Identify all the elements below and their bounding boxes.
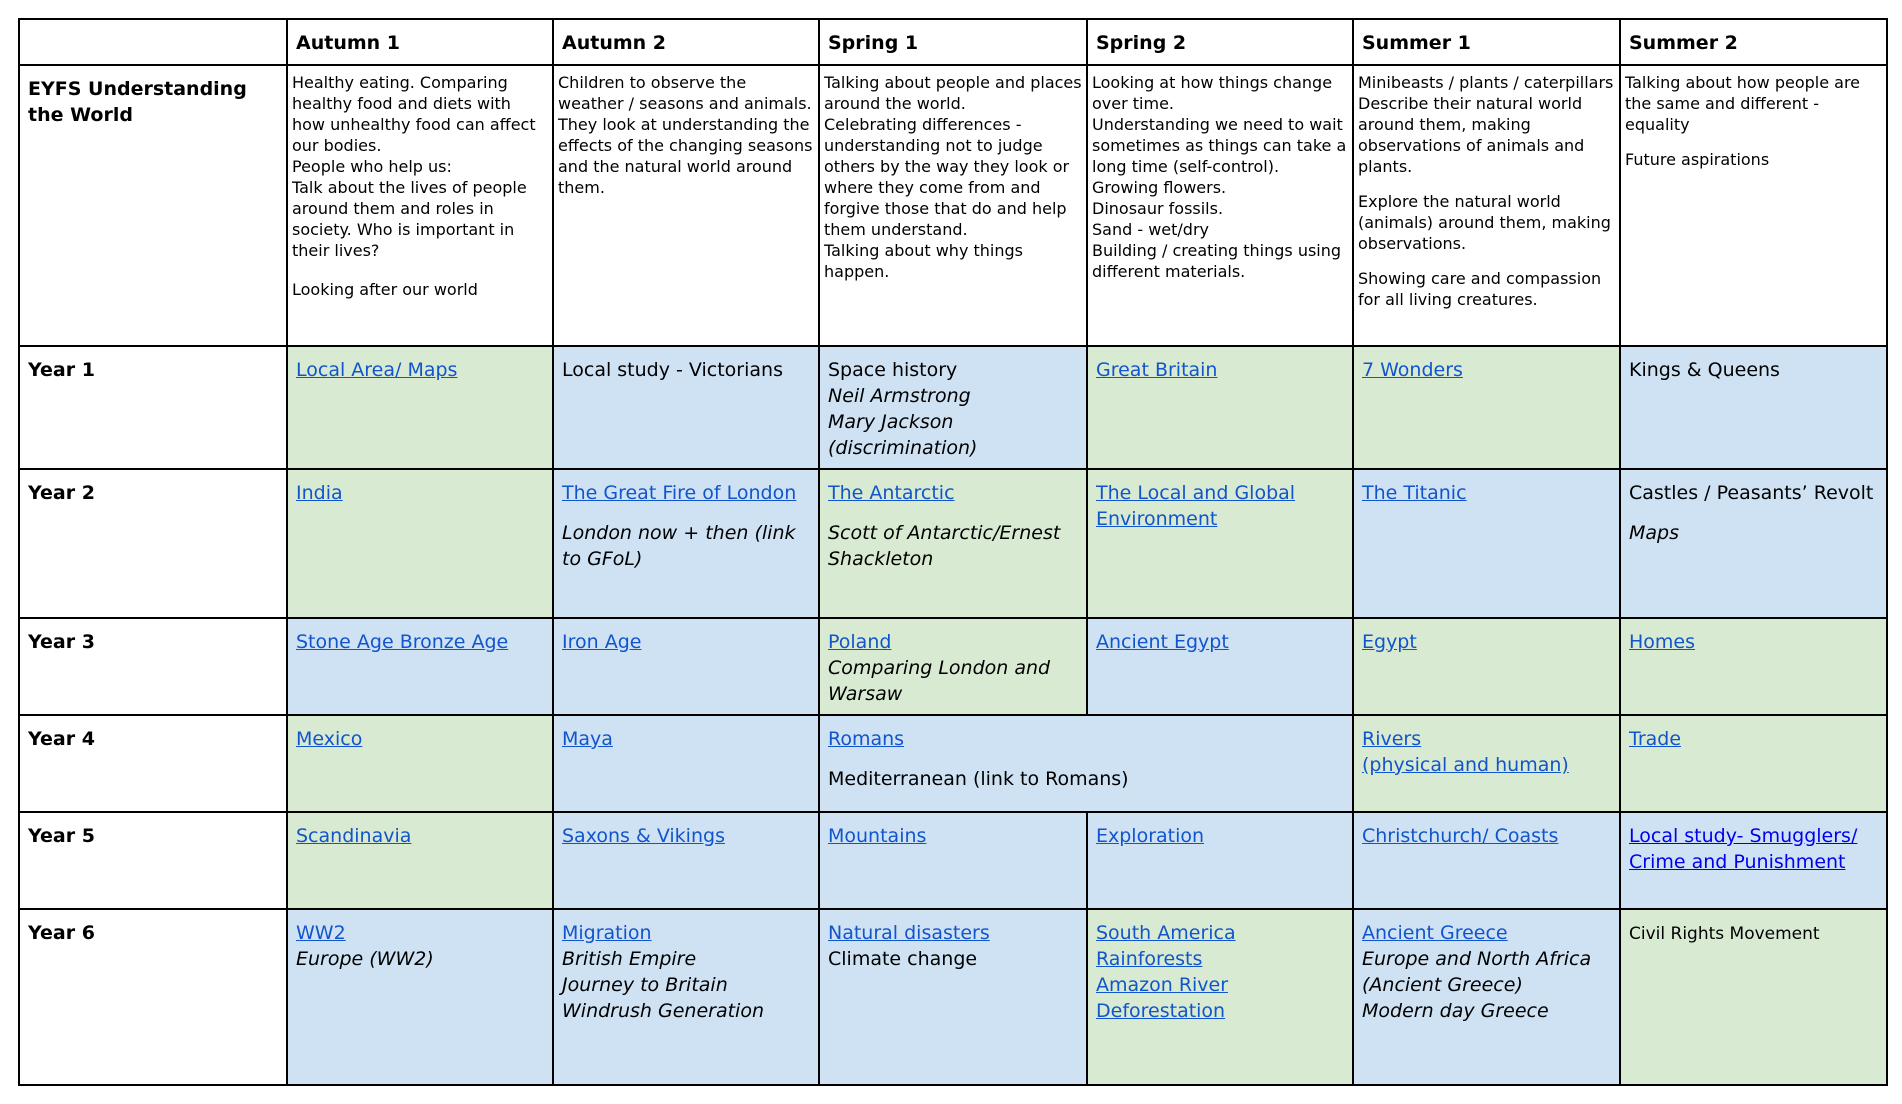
year5-row [19,812,1887,909]
topic-note: (discrimination) [828,437,978,459]
topic-link[interactable]: Exploration [1096,825,1205,847]
topic-link[interactable]: WW2 [296,922,346,944]
topic-link[interactable]: The Antarctic [828,482,955,504]
topic-note: Maps [1629,522,1679,544]
row-label-year3: Year 3 [19,618,287,715]
eyfs-row [19,65,1887,346]
year6-spring2-cell [1087,909,1353,1085]
year4-autumn2-cell [553,715,819,812]
topic-note: Scott of Antarctic/Ernest Shackleton [828,522,1061,570]
header-empty [19,19,287,65]
eyfs-summer2-text: Talking about how people are the same and different - equality [1625,73,1861,134]
eyfs-summer1-text: Describe their natural world around them, making observations of animals and plants. [1358,94,1585,176]
eyfs-spring2-text: Looking at how things change over time. [1092,73,1333,113]
spacer [828,506,1078,520]
eyfs-spring2-cell [1087,65,1353,346]
header-spring2: Spring 2 [1087,19,1353,65]
year6-summer1-cell [1353,909,1620,1085]
topic-link[interactable]: Mountains [828,825,927,847]
year4-autumn1-cell [287,715,553,812]
year3-autumn1-cell [287,618,553,715]
topic-link[interactable]: 7 Wonders [1362,359,1463,381]
year1-summer1-cell [1353,346,1620,469]
topic-note: Europe (WW2) [296,948,434,970]
topic-link[interactable]: Ancient Greece [1362,922,1508,944]
year2-spring2-cell [1087,469,1353,618]
topic-link[interactable]: Local Area/ Maps [296,359,458,381]
eyfs-summer1-text: Showing care and compassion for all living creatures. [1358,269,1602,309]
spacer [292,261,548,279]
year2-autumn2-cell [553,469,819,618]
topic-note: Europe and North Africa [1362,948,1592,970]
year3-spring2-cell [1087,618,1353,715]
year1-summer2-cell [1620,346,1887,469]
year6-row [19,909,1887,1085]
year3-spring1-cell [819,618,1087,715]
eyfs-spring1-text: Celebrating differences - understanding not to judge others by the way they look or where they come from and forgive those that do and help them understand. [824,115,1070,239]
eyfs-summer1-text: Explore the natural world (animals) around them, making observations. [1358,192,1611,253]
topic-link[interactable]: Poland [828,631,892,653]
eyfs-summer2-cell [1620,65,1887,346]
header-autumn2: Autumn 2 [553,19,819,65]
topic-link[interactable]: Amazon River [1096,974,1229,996]
topic-note: Comparing London and Warsaw [828,657,1051,705]
topic-note: (Ancient Greece) [1362,974,1523,996]
eyfs-spring1-text: Talking about people and places around the world. [824,73,1082,113]
topic-note: Neil Armstrong [828,385,971,407]
header-autumn1: Autumn 1 [287,19,553,65]
topic-link[interactable]: Natural disasters [828,922,990,944]
year3-summer2-cell [1620,618,1887,715]
row-label-year4: Year 4 [19,715,287,812]
spacer [562,506,810,520]
header-summer2: Summer 2 [1620,19,1887,65]
topic-link[interactable]: Crime and Punishment [1629,851,1846,873]
year2-summer1-cell [1353,469,1620,618]
row-label-year1: Year 1 [19,346,287,469]
spacer [1358,254,1615,268]
row-label-year6: Year 6 [19,909,287,1085]
topic-link[interactable]: Migration [562,922,652,944]
topic-link[interactable]: South America [1096,922,1236,944]
topic-link[interactable]: The Local and Global Environment [1096,482,1296,530]
eyfs-autumn1-text: Looking after our world [292,280,478,299]
year6-spring1-cell [819,909,1087,1085]
topic-text: Castles / Peasants’ Revolt [1629,482,1874,504]
eyfs-autumn2-text: Children to observe the weather / seasons and animals. They look at understanding the effects of the changing seasons and the natural world around them. [558,73,813,197]
eyfs-autumn1-cell [287,65,553,346]
eyfs-spring2-text: Understanding we need to wait sometimes as things can take a long time (self-control). [1092,115,1347,176]
spacer [1358,177,1615,191]
topic-link[interactable]: Ancient Egypt [1096,631,1229,653]
curriculum-table [18,18,1888,1086]
topic-link[interactable]: Great Britain [1096,359,1218,381]
topic-link[interactable]: Maya [562,728,613,750]
eyfs-autumn2-cell [553,65,819,346]
topic-link[interactable]: Egypt [1362,631,1417,653]
row-label-year5: Year 5 [19,812,287,909]
eyfs-spring2-text: Building / creating things using different materials. [1092,241,1342,281]
year5-spring1-cell [819,812,1087,909]
topic-note: Modern day Greece [1362,1000,1549,1022]
topic-link[interactable]: The Great Fire of London [562,482,797,504]
topic-text: Kings & Queens [1629,359,1780,381]
year6-autumn1-cell [287,909,553,1085]
topic-note: Windrush Generation [562,1000,764,1022]
eyfs-spring2-text: Sand - wet/dry [1092,220,1209,239]
row-label-eyfs: EYFS Understanding the World [19,65,287,346]
topic-link[interactable]: Mexico [296,728,363,750]
year4-spring-cell [819,715,1353,812]
year6-autumn2-cell [553,909,819,1085]
year2-summer2-cell [1620,469,1887,618]
topic-note: London now + then (link to GFoL) [562,522,796,570]
topic-link[interactable]: Homes [1629,631,1696,653]
eyfs-summer2-text: Future aspirations [1625,150,1770,169]
topic-link[interactable]: Saxons & Vikings [562,825,725,847]
topic-link[interactable]: Trade [1629,728,1682,750]
eyfs-autumn1-text: Talk about the lives of people around them and roles in society. Who is important in their lives? [292,178,527,260]
year5-autumn1-cell [287,812,553,909]
topic-link[interactable]: Deforestation [1096,1000,1226,1022]
topic-link[interactable]: Iron Age [562,631,642,653]
year4-summer1-cell [1353,715,1620,812]
spacer [1625,135,1882,149]
year4-summer2-cell [1620,715,1887,812]
year3-summer1-cell [1353,618,1620,715]
year2-row [19,469,1887,618]
topic-link[interactable]: Rainforests [1096,948,1203,970]
year2-spring1-cell [819,469,1087,618]
year6-summer2-cell [1620,909,1887,1085]
header-summer1: Summer 1 [1353,19,1620,65]
year3-autumn2-cell [553,618,819,715]
year1-autumn2-cell [553,346,819,469]
topic-text: Mediterranean (link to Romans) [828,768,1129,790]
eyfs-spring2-text: Dinosaur fossils. [1092,199,1224,218]
topic-link[interactable]: (physical and human) [1362,754,1569,776]
eyfs-spring1-cell [819,65,1087,346]
year4-row [19,715,1887,812]
topic-text: Climate change [828,948,978,970]
year1-spring1-cell [819,346,1087,469]
eyfs-autumn1-text: Healthy eating. Comparing healthy food and diets with how unhealthy food can affect our bodies. [292,73,536,155]
topic-text: Civil Rights Movement [1629,924,1820,944]
topic-text: Local study - Victorians [562,359,783,381]
year5-summer2-cell [1620,812,1887,909]
topic-note: Journey to Britain [562,974,728,996]
eyfs-spring2-text: Growing flowers. [1092,178,1227,197]
topic-link[interactable]: Romans [828,728,905,750]
year1-row [19,346,1887,469]
year5-summer1-cell [1353,812,1620,909]
year2-autumn1-cell [287,469,553,618]
year3-row [19,618,1887,715]
topic-text: Space history [828,359,958,381]
year1-autumn1-cell [287,346,553,469]
topic-link[interactable]: Scandinavia [296,825,412,847]
spacer [828,752,1344,766]
header-spring1: Spring 1 [819,19,1087,65]
topic-link[interactable]: Local study- Smugglers/ [1629,825,1858,847]
year1-spring2-cell [1087,346,1353,469]
topic-note: British Empire [562,948,697,970]
eyfs-spring1-text: Talking about why things happen. [824,241,1023,281]
year5-autumn2-cell [553,812,819,909]
row-label-year2: Year 2 [19,469,287,618]
topic-link[interactable]: Stone Age Bronze Age [296,631,509,653]
topic-link[interactable]: The Titanic [1362,482,1467,504]
header-row [19,19,1887,65]
eyfs-summer1-text: Minibeasts / plants / caterpillars [1358,73,1614,92]
topic-link[interactable]: Christchurch/ Coasts [1362,825,1559,847]
topic-link[interactable]: Rivers [1362,728,1422,750]
year5-spring2-cell [1087,812,1353,909]
topic-link[interactable]: India [296,482,343,504]
eyfs-summer1-cell [1353,65,1620,346]
topic-note: Mary Jackson [828,411,954,433]
eyfs-autumn1-text: People who help us: [292,157,452,176]
spacer [1629,506,1878,520]
